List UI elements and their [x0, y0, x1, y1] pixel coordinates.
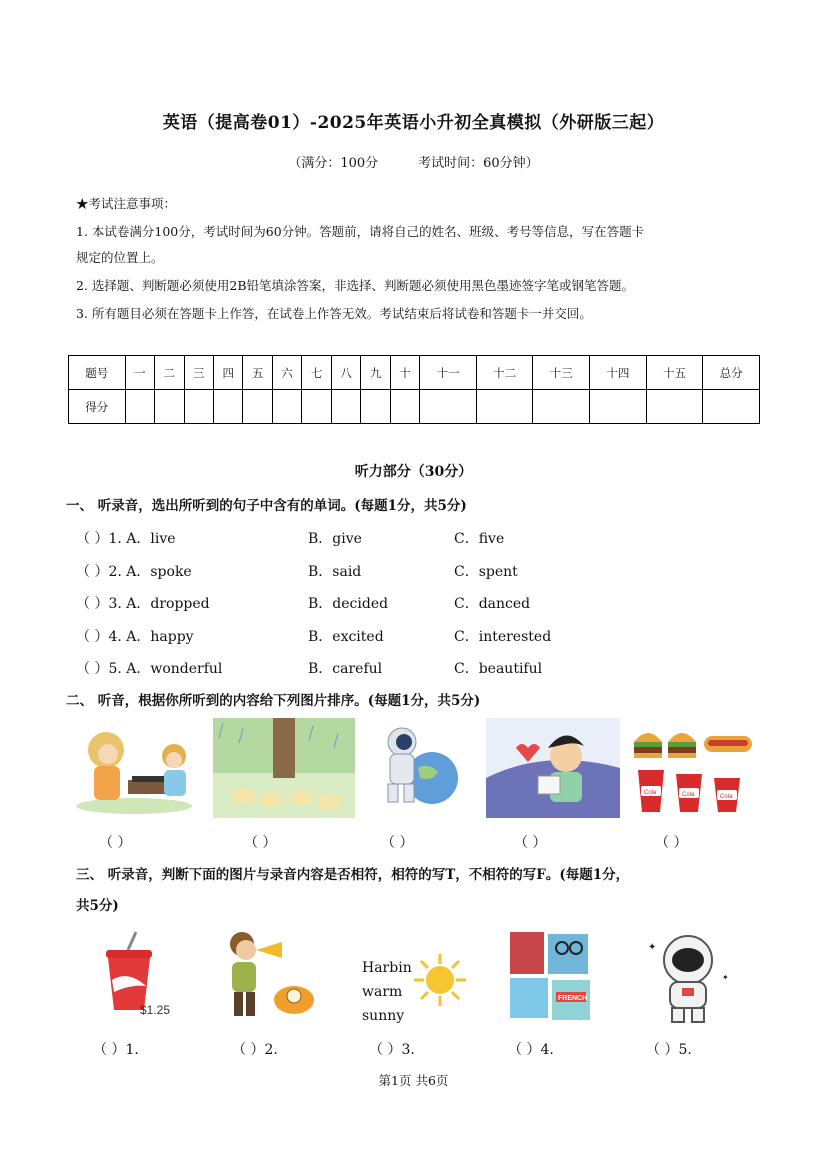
- option-c: C．spent: [454, 564, 518, 580]
- option-c: C．beautiful: [454, 661, 543, 677]
- price-label: $1.25: [140, 1003, 171, 1017]
- score-cell: [361, 390, 390, 424]
- note-line-1b: 规定的位置上。: [76, 250, 164, 265]
- sun-icon: [412, 952, 468, 1008]
- chess-picture: [74, 718, 200, 818]
- cola-cup-picture: [100, 928, 180, 1020]
- score-cell: [272, 390, 301, 424]
- col-header: 五: [243, 356, 272, 390]
- col-header: 一: [125, 356, 154, 390]
- svg-text:✦: ✦: [722, 973, 729, 982]
- col-header: 十四: [590, 356, 647, 390]
- boy-trumpet-picture: [218, 928, 318, 1024]
- col-header: 四: [214, 356, 243, 390]
- q-stem: （ ）4. A．happy: [76, 629, 194, 645]
- score-row-label: 得分: [69, 390, 126, 424]
- question-2: [76, 561, 676, 585]
- option-b: B．decided: [308, 596, 389, 612]
- exam-info: [0, 152, 827, 171]
- weather-picture: [358, 952, 468, 1024]
- page-title: 英语（提高卷01）-2025年英语小升初全真模拟（外研版三起）: [162, 113, 665, 133]
- col-header: 三: [184, 356, 213, 390]
- note-line-3: 3. 所有题目必须在答题卡上作答，在试卷上作答无效。考试结束后将试卷和答题卡一并交回。: [76, 306, 592, 321]
- score-cell: [590, 390, 647, 424]
- ducks-in-rain-picture: [213, 718, 355, 818]
- col-header: 十五: [646, 356, 703, 390]
- score-cell: [646, 390, 703, 424]
- cola-label-1: Cola: [644, 790, 657, 796]
- weather-sky: sunny: [362, 1008, 405, 1024]
- q-stem: （ ）2. A．spoke: [76, 564, 192, 580]
- exam-time: 考试时间：60分钟）: [418, 156, 539, 171]
- answer-blank[interactable]: （ ）: [655, 835, 688, 851]
- full-score: （满分：100分: [288, 156, 379, 171]
- astronaut-earth-picture: [366, 718, 470, 818]
- option-c: C．five: [454, 531, 505, 547]
- weather-temp: warm: [362, 984, 403, 1000]
- answer-blank[interactable]: （ ）: [99, 835, 132, 851]
- score-table: [68, 355, 760, 424]
- option-b: B．said: [308, 564, 362, 580]
- note-line-1: 1. 本试卷满分100分，考试时间为60分钟。答题前，请将自己的姓名、班级、考号等信息，写在答题卡: [76, 224, 645, 239]
- score-cell: [302, 390, 331, 424]
- books-picture: [508, 930, 592, 1022]
- col-header: 十一: [420, 356, 477, 390]
- question-5: [76, 658, 676, 682]
- col-header: 十: [390, 356, 419, 390]
- note-line-2: 2. 选择题、判断题必须使用2B铅笔填涂答案，非选择、判断题必须使用黑色墨迹签字笔或钢笔答题。: [76, 278, 635, 293]
- section-1-heading: 一、 听录音，选出所听到的句子中含有的单词。(每题1分，共5分): [66, 498, 467, 514]
- score-cell: [476, 390, 533, 424]
- tf-blank-4[interactable]: （ ）4.: [508, 1042, 554, 1058]
- listening-title: 听力部分（30分）: [354, 464, 473, 480]
- col-header: 六: [272, 356, 301, 390]
- answer-blank[interactable]: （ ）: [514, 835, 547, 851]
- book-title: FRENCH: [558, 995, 588, 1002]
- astronaut-picture: [642, 930, 734, 1026]
- col-header: 十二: [476, 356, 533, 390]
- col-header: 二: [155, 356, 184, 390]
- question-4: [76, 626, 676, 650]
- question-1: [76, 528, 676, 552]
- option-b: B．excited: [308, 629, 384, 645]
- q-stem: （ ）5. A．wonderful: [76, 661, 223, 677]
- option-b: B．give: [308, 531, 362, 547]
- col-header: 八: [331, 356, 360, 390]
- option-c: C．interested: [454, 629, 552, 645]
- col-header: 九: [361, 356, 390, 390]
- score-row-label: 题号: [69, 356, 126, 390]
- score-cell: [420, 390, 477, 424]
- tf-blank-1[interactable]: （ ）1.: [93, 1042, 139, 1058]
- option-c: C．danced: [454, 596, 531, 612]
- boy-reading-picture: [486, 718, 620, 818]
- question-3: [76, 593, 676, 617]
- score-cell: [703, 390, 760, 424]
- q-stem: （ ）3. A．dropped: [76, 596, 210, 612]
- tf-blank-2[interactable]: （ ）2.: [232, 1042, 278, 1058]
- score-cell: [331, 390, 360, 424]
- score-cell: [390, 390, 419, 424]
- notes-heading: ★考试注意事项：: [76, 196, 177, 211]
- col-header: 七: [302, 356, 331, 390]
- score-cell: [125, 390, 154, 424]
- section-3-heading-cont: 共5分): [76, 898, 119, 914]
- tf-blank-5[interactable]: （ ）5.: [646, 1042, 692, 1058]
- cola-label-3: Cola: [720, 794, 733, 800]
- cola-label-2: Cola: [682, 792, 695, 798]
- q-stem: （ ）1. A．live: [76, 531, 176, 547]
- score-cell: [214, 390, 243, 424]
- burgers-and-cola-picture: [628, 718, 758, 818]
- answer-blank[interactable]: （ ）: [381, 835, 414, 851]
- weather-city: Harbin: [362, 960, 412, 976]
- option-b: B．careful: [308, 661, 383, 677]
- svg-text:✦: ✦: [648, 942, 657, 953]
- col-header: 总分: [703, 356, 760, 390]
- section-3-heading: 三、 听录音，判断下面的图片与录音内容是否相符，相符的写T，不相符的写F。(每题1分，: [76, 867, 630, 883]
- score-cell: [243, 390, 272, 424]
- score-cell: [184, 390, 213, 424]
- score-cell: [155, 390, 184, 424]
- answer-blank[interactable]: （ ）: [244, 835, 277, 851]
- page-footer: 第1页 共6页: [378, 1073, 449, 1088]
- score-cell: [533, 390, 590, 424]
- tf-blank-3[interactable]: （ ）3.: [369, 1042, 415, 1058]
- col-header: 十三: [533, 356, 590, 390]
- section-2-heading: 二、 听音，根据你所听到的内容给下列图片排序。(每题1分，共5分): [66, 693, 481, 709]
